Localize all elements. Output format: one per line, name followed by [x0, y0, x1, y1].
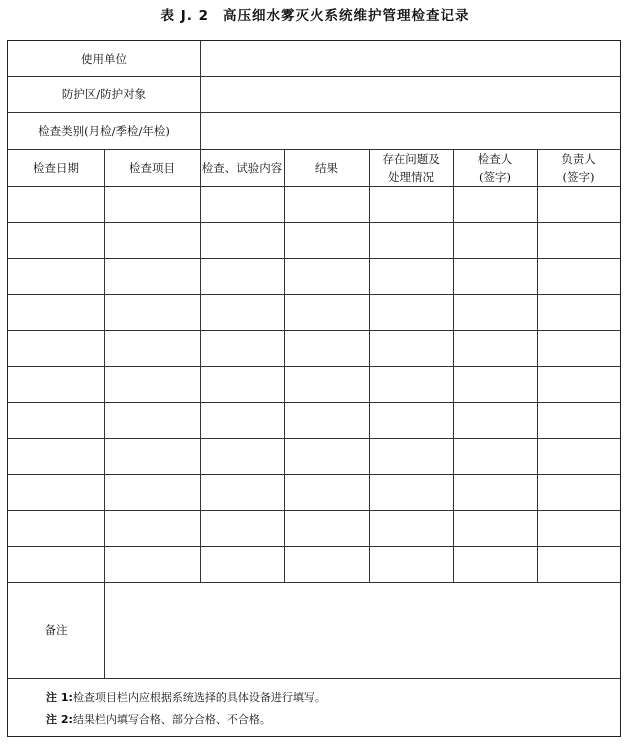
record-table: [7, 40, 621, 737]
col-content: 检查、试验内容: [201, 160, 283, 175]
document-title: [0, 6, 630, 26]
col-problems-line1: 存在问题及: [382, 151, 440, 166]
column-divider: [104, 149, 105, 678]
col-problems: [369, 149, 453, 186]
row-divider: [8, 294, 620, 295]
row-divider: [8, 366, 620, 367]
note-1-label: 注 1:: [46, 691, 73, 704]
row-divider: [8, 186, 620, 187]
row-divider: [8, 546, 620, 547]
col-inspector: [453, 149, 537, 186]
col-result: 结果: [315, 160, 338, 175]
column-divider: [284, 149, 285, 582]
row-divider: [8, 258, 620, 259]
row-divider: [8, 402, 620, 403]
row-divider: [8, 222, 620, 223]
col-inspector-line1: 检查人: [477, 151, 513, 166]
col-responsible-line1: 负责人: [561, 151, 596, 166]
col-check-date: 检查日期: [33, 160, 79, 175]
column-divider: [537, 149, 538, 582]
title-text: 高压细水雾灭火系统维护管理检查记录: [222, 8, 470, 24]
row-divider: [8, 438, 620, 439]
using-unit-label: 使用单位: [81, 51, 127, 66]
label-divider: [200, 41, 201, 149]
note-1: [46, 690, 326, 706]
note-2: [46, 712, 271, 728]
col-check-item: 检查项目: [129, 160, 175, 175]
col-inspector-line2: (签字): [479, 169, 511, 184]
protection-area-label: 防护区/防护对象: [61, 87, 147, 101]
column-divider: [453, 149, 454, 582]
check-category-label: 检查类别(月检/季检/年检): [38, 123, 170, 138]
col-responsible: [537, 149, 620, 186]
remarks-label: 备注: [44, 623, 68, 637]
note-2-label: 注 2:: [46, 713, 73, 726]
table-number: 表 J. 2: [160, 8, 209, 24]
column-divider: [200, 149, 201, 582]
col-problems-line2: 处理情况: [388, 169, 434, 184]
column-divider: [369, 149, 370, 582]
row-divider: [8, 330, 620, 331]
row-divider: [8, 474, 620, 475]
note-1-text: 检查项目栏内应根据系统选择的具体设备进行填写。: [72, 691, 326, 704]
col-responsible-line2: (签字): [562, 169, 595, 184]
note-2-text: 结果栏内填写合格、部分合格、不合格。: [72, 713, 271, 726]
row-divider: [8, 510, 620, 511]
row-divider: [8, 678, 620, 679]
